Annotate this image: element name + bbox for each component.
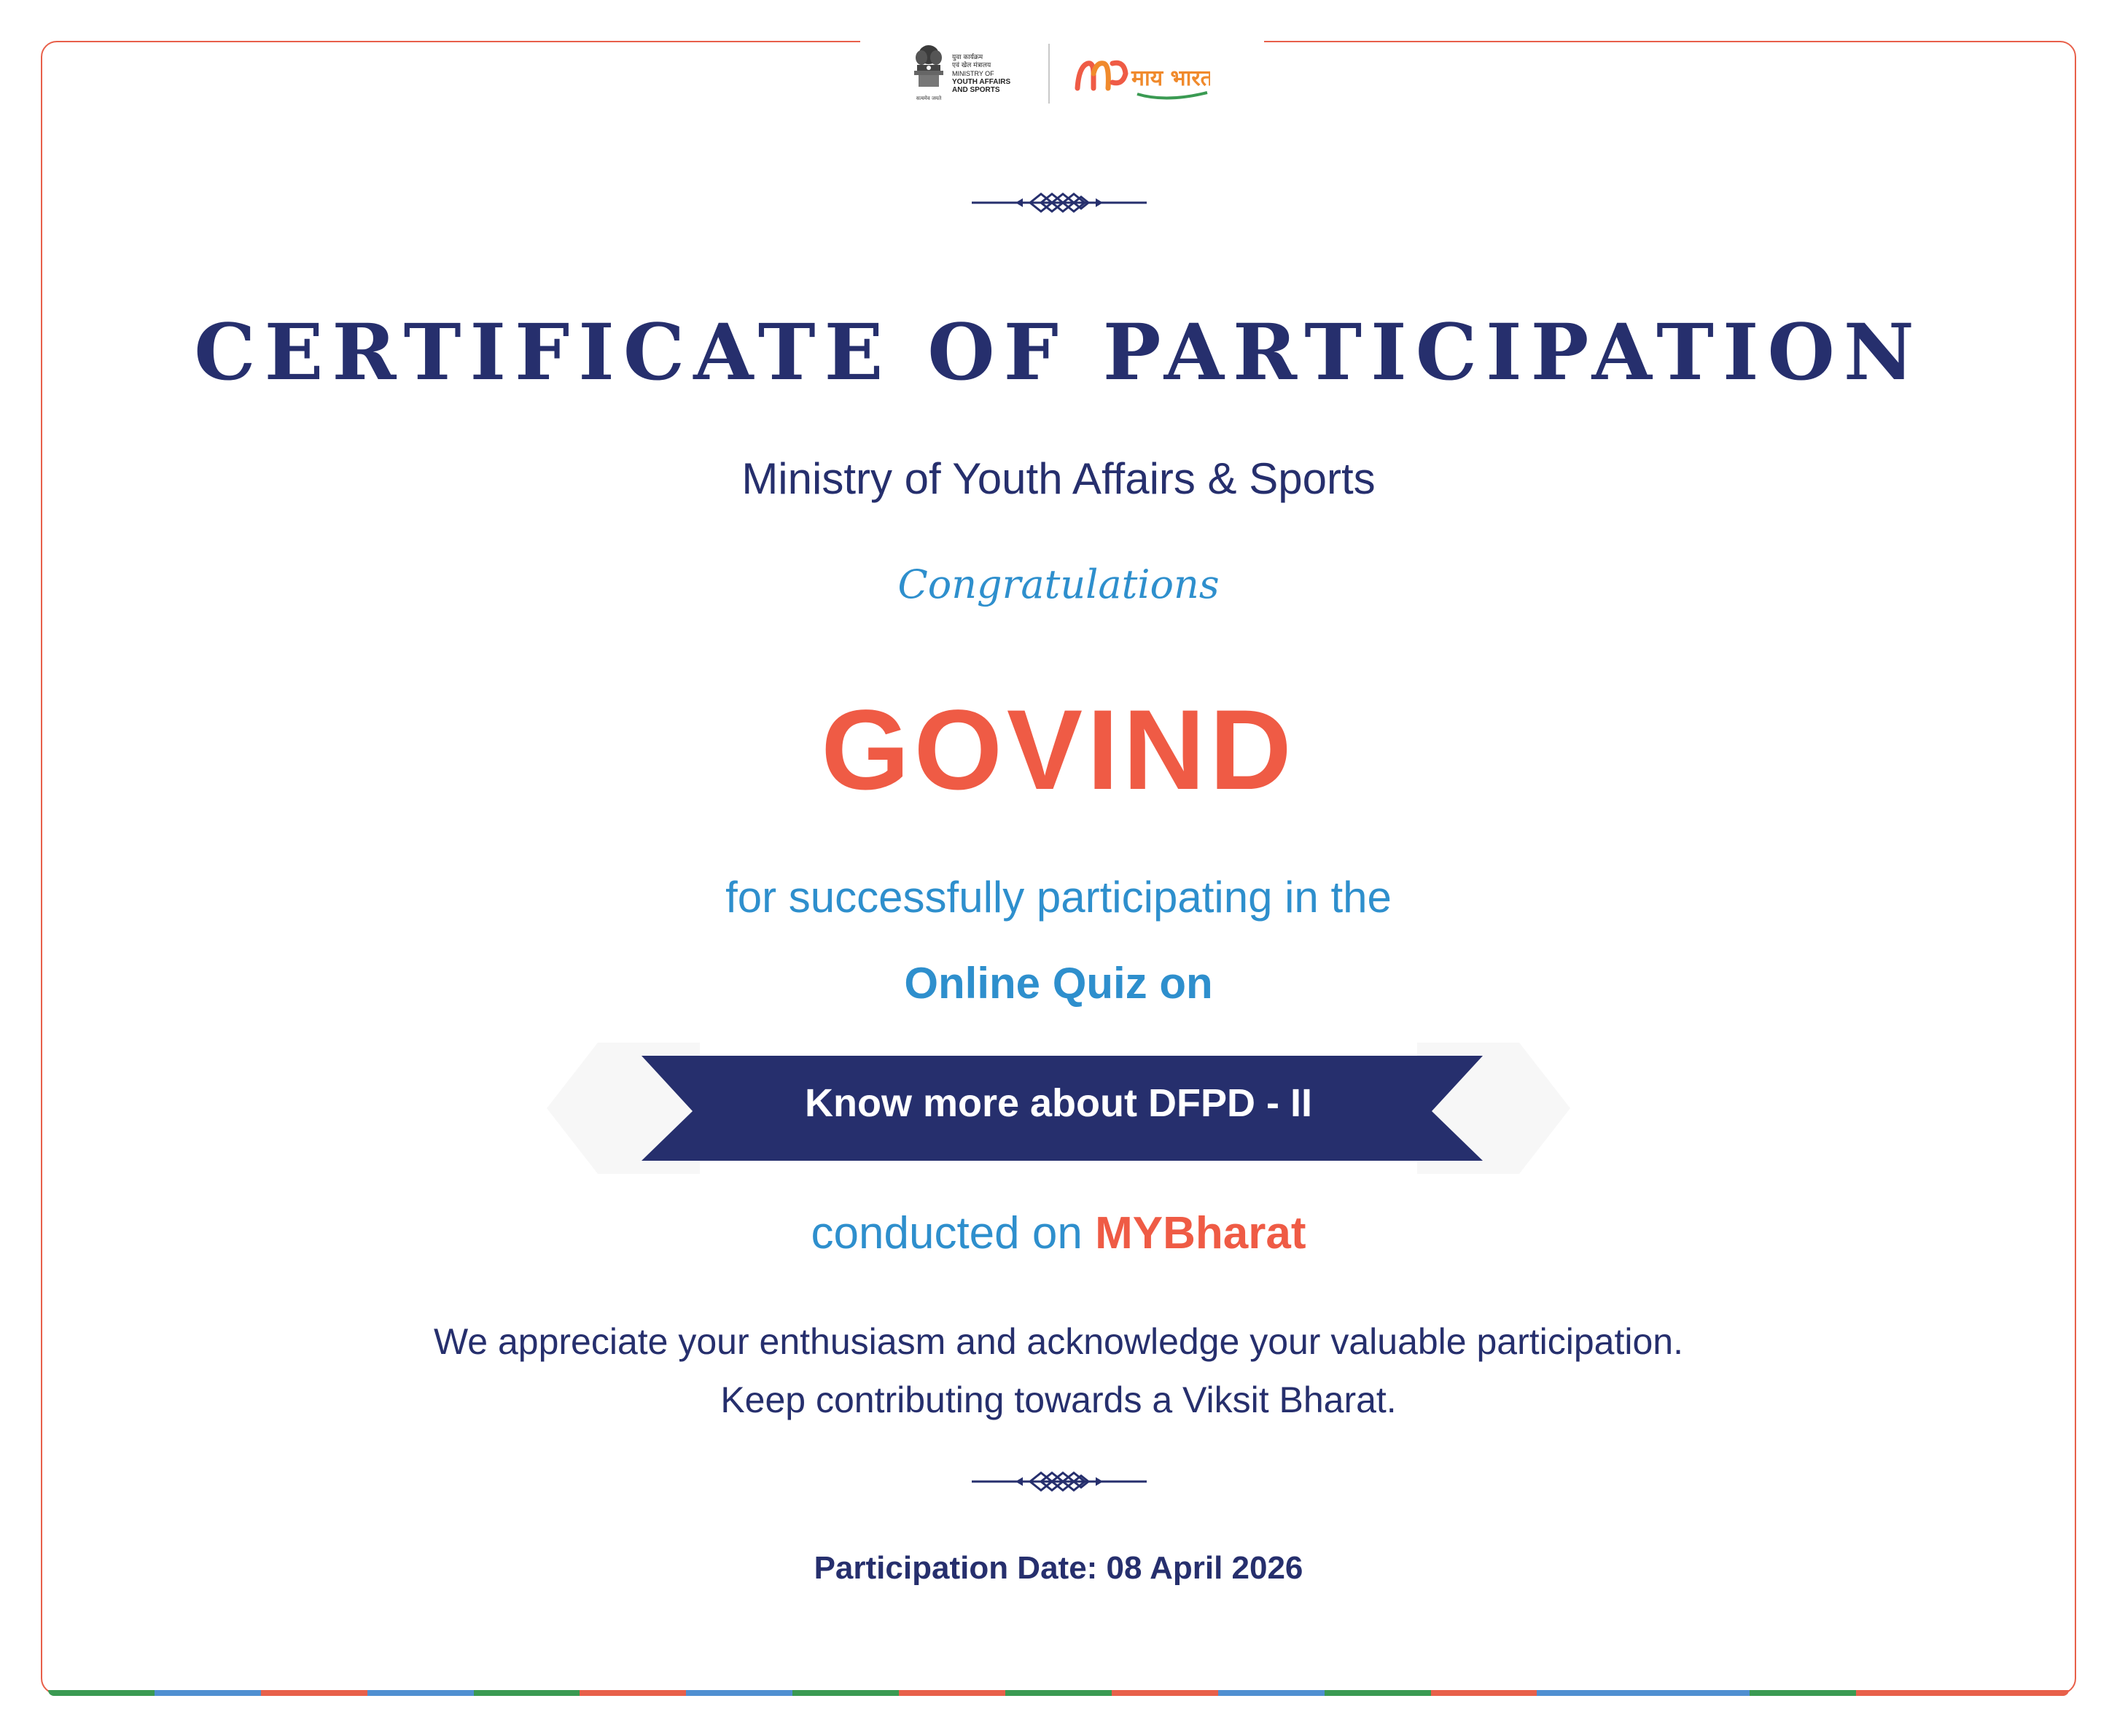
appreciation-line-2: Keep contributing towards a Viksit Bharat. xyxy=(720,1379,1397,1420)
conducted-line xyxy=(0,1207,2117,1259)
recipient-name: GOVIND xyxy=(821,687,1296,814)
header-logos xyxy=(911,39,1217,108)
ministry-en-line-1: MINISTRY OF xyxy=(952,69,994,77)
conducted-prefix: conducted on xyxy=(811,1208,1083,1258)
bottom-color-stripe xyxy=(48,1690,2069,1696)
certificate-title: CERTIFICATE OF PARTICIPATION xyxy=(194,306,1923,397)
appreciation-text xyxy=(0,1312,2117,1429)
participation-date: Participation Date: 08 April 2026 xyxy=(814,1550,1303,1586)
knot-ornament-icon xyxy=(972,1467,1147,1496)
knot-ornament-icon xyxy=(972,188,1147,217)
logo-divider xyxy=(1048,44,1050,104)
platform-name: MYBharat xyxy=(1095,1208,1306,1258)
state-emblem-icon xyxy=(911,42,946,106)
mybharat-logo-text: माय भारत xyxy=(1131,66,1210,91)
issuer-name: Ministry of Youth Affairs & Sports xyxy=(741,454,1376,503)
certificate-border xyxy=(41,41,2076,1694)
ministry-hindi-line-1: युवा कार्यक्रम xyxy=(952,53,983,61)
quiz-topic-ribbon xyxy=(547,1035,1570,1181)
ministry-logo-text xyxy=(952,54,1040,94)
mybharat-logo xyxy=(1072,42,1210,106)
ministry-en-line-2: YOUTH AFFAIRS xyxy=(952,77,1011,86)
event-type-line: Online Quiz on xyxy=(904,959,1213,1008)
quiz-topic: Know more about DFPD - II xyxy=(805,1081,1312,1125)
ministry-hindi-line-2: एवं खेल मंत्रालय xyxy=(952,61,991,69)
ministry-en-line-3: AND SPORTS xyxy=(952,85,1000,94)
appreciation-line-1: We appreciate your enthusiasm and acknowledge your valuable participation. xyxy=(434,1321,1683,1362)
greeting: Congratulations xyxy=(897,561,1220,607)
participation-line: for successfully participating in the xyxy=(725,873,1392,922)
emblem-motto: सत्यमेव जयते xyxy=(916,96,942,101)
